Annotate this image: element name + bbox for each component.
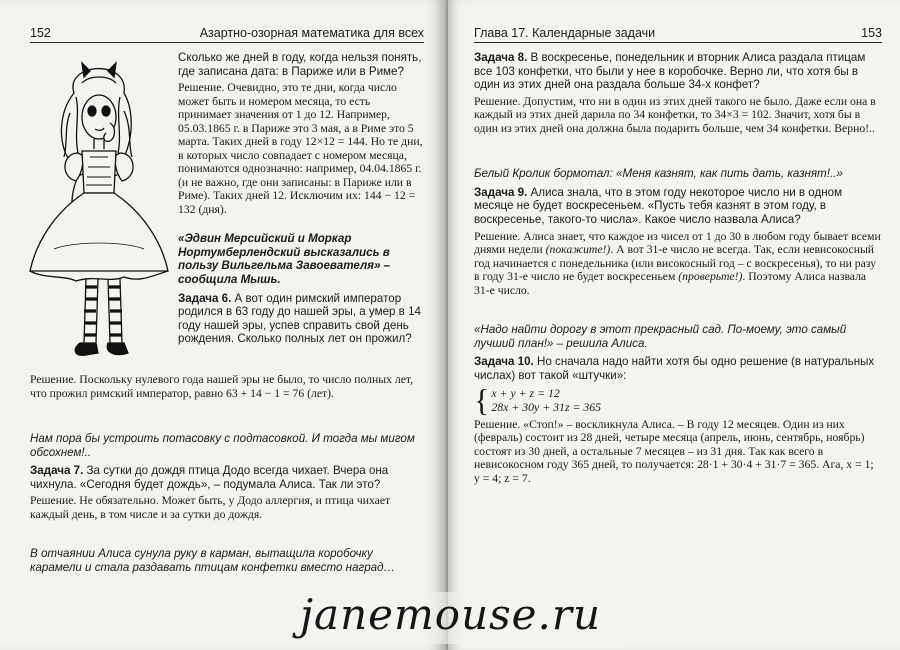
- quote-fight: Нам пора бы устроить потасовку с подтасовкой. И тогда мы мигом обсохнем!..: [30, 432, 415, 459]
- task-6-body: А вот один римский император родился в 63 году до нашей эры, а умер в 14 году нашей эры, успев справить свой день рождения. Сколько полных лет он прожил?: [178, 291, 421, 346]
- left-header-title: Азартно-озорная математика для всех: [199, 26, 424, 40]
- task-9-label: Задача 9.: [474, 185, 528, 199]
- alice-drawing-icon: [24, 53, 172, 373]
- task-9-solution: [474, 230, 882, 298]
- task-9-body: Алиса знала, что в этом году некоторое число ни в одном месяце не будет воскресеньем. «Пусть тебя казнят в этом году, в воскресенье, такого-то числа». Какое число назвала Алиса?: [474, 185, 843, 227]
- task-9-solution-part-a: Решение. Алиса знает, что каждое из чисел от 1 до 30 в любом году бывает всеми днями недели: [474, 229, 881, 257]
- quote-caramel: В отчаянии Алиса сунула руку в карман, вытащила коробочку карамели и стала раздавать птицам конфетки вместо наград…: [30, 547, 396, 574]
- alice-illustration: [24, 53, 172, 373]
- task-6-solution: Решение. Поскольку нулевого года нашей эры не было, то число полных лет, что прожил римский император, равно 63 + 14 − 1 = 76 (лет).: [30, 373, 414, 400]
- quote-mouse: «Эдвин Мерсийский и Моркар Нортумберлендский высказались в пользу Вильгельма Завоевателя» – сообщила Мышь.: [178, 232, 391, 286]
- task-7-label: Задача 7.: [30, 464, 84, 478]
- task-10-solution: Решение. «Стоп!» – воскликнула Алиса. – В году 12 месяцев. Один из них (февраль) состоит из 28 дней, четыре месяца (апрель, июнь, сентябрь, ноябрь) состоят из 30 дней, а остальные 7 месяцев – из 31 дня. Так как всего в невисокосном году 365 дней, то получается: 28·1 + 30·4 + 31·7 = 365. Ага, x = 1; y = 4; z = 7.: [474, 417, 874, 485]
- watermark-text: janemouse.ru: [300, 590, 602, 639]
- task-7-solution: Решение. Не обязательно. Может быть, у Додо аллергия, и птица чихает каждый день, в том числе и за сутки до дождя.: [30, 494, 391, 521]
- right-running-header: [474, 26, 882, 43]
- task-6-label: Задача 6.: [178, 291, 232, 305]
- task-9-solution-emphasis-2: (проверьте!): [678, 270, 743, 284]
- left-page: [0, 0, 446, 650]
- quote-garden: «Надо найти дорогу в этот прекрасный сад. По-моему, это самый лучший план!» – решила Алиса.: [474, 323, 847, 350]
- task-10-label: Задача 10.: [474, 355, 534, 369]
- left-running-header: [30, 26, 424, 43]
- task-9-solution-part-c: . Поэтому Алиса назвала 31-е число.: [474, 270, 867, 297]
- equation-system: [474, 381, 882, 418]
- book-gutter: [446, 0, 448, 650]
- task-8-label: Задача 8.: [474, 51, 528, 64]
- right-page-number: 153: [861, 26, 882, 40]
- right-page: [446, 0, 900, 650]
- task-9-solution-emphasis-1: (покажите!): [545, 243, 611, 257]
- task-9-solution-part-b: . А вот 31-е число не всегда. Так, если невисокосный год начинается с понедельника (или високосный год – с воскресенья), то ни разу в году 31-е число не будет воскресеньем: [474, 243, 877, 284]
- task-10-text: [474, 355, 882, 382]
- task-8-body: В воскресенье, понедельник и вторник Алиса раздала птицам все 103 конфетки, что были у нее в коробочке. Верно ли, что хотя бы в один из этих дней она раздала больше 34-х конфет?: [474, 51, 866, 92]
- right-header-title: Глава 17. Календарные задачи: [474, 26, 656, 40]
- left-page-number: 152: [30, 26, 51, 40]
- task-7-text: [30, 464, 424, 491]
- task-8-solution: Решение. Допустим, что ни в один из этих дней такого не было. Даже если она в каждый из этих дней дарила по 34 конфетки, то 34×3 = 102. Значит, хотя бы в один из этих дней она должна была подарить больше, чем 34 конфетки. Верно!..: [474, 94, 876, 135]
- equation-1: x + y + z = 12: [491, 385, 560, 400]
- task-9-text: [474, 186, 882, 227]
- equation-2: 28x + 30y + 31z = 365: [491, 399, 602, 414]
- q-intro-solution: Решение. Очевидно, это те дни, когда число может быть и номером месяца, то есть принимает значения от 1 до 12. Например, 05.03.1865 г. в Париже это 3 мая, а в Риме это 5 марта. Таких дней в году 12×12 = 144. Но те дни, в которых число совпадает с номером месяца, понимаются однозначно: например, 04.04.1865 г. (и не важно, где они записаны: в Париже или в Риме). Таких дней 12. Исключим их: 144 − 12 = 132 (дня).: [178, 81, 423, 216]
- quote-rabbit: Белый Кролик бормотал: «Меня казнят, как пить дать, казнят!..»: [474, 167, 843, 181]
- q-intro-question: Сколько же дней в году, когда нельзя понять, где записана дата: в Париже или в Риме?: [178, 51, 422, 78]
- task-7-body: За сутки до дождя птица Додо всегда чихает. Вчера она чихнула. «Сегодня будет дождь», – подумала Алиса. Так ли это?: [30, 464, 389, 491]
- task-8-text: [474, 51, 882, 92]
- task-10-body: Но сначала надо найти хотя бы одно решение (в натуральных числах) вот такой «штучки»:: [474, 355, 875, 382]
- brace-icon: {: [474, 381, 490, 418]
